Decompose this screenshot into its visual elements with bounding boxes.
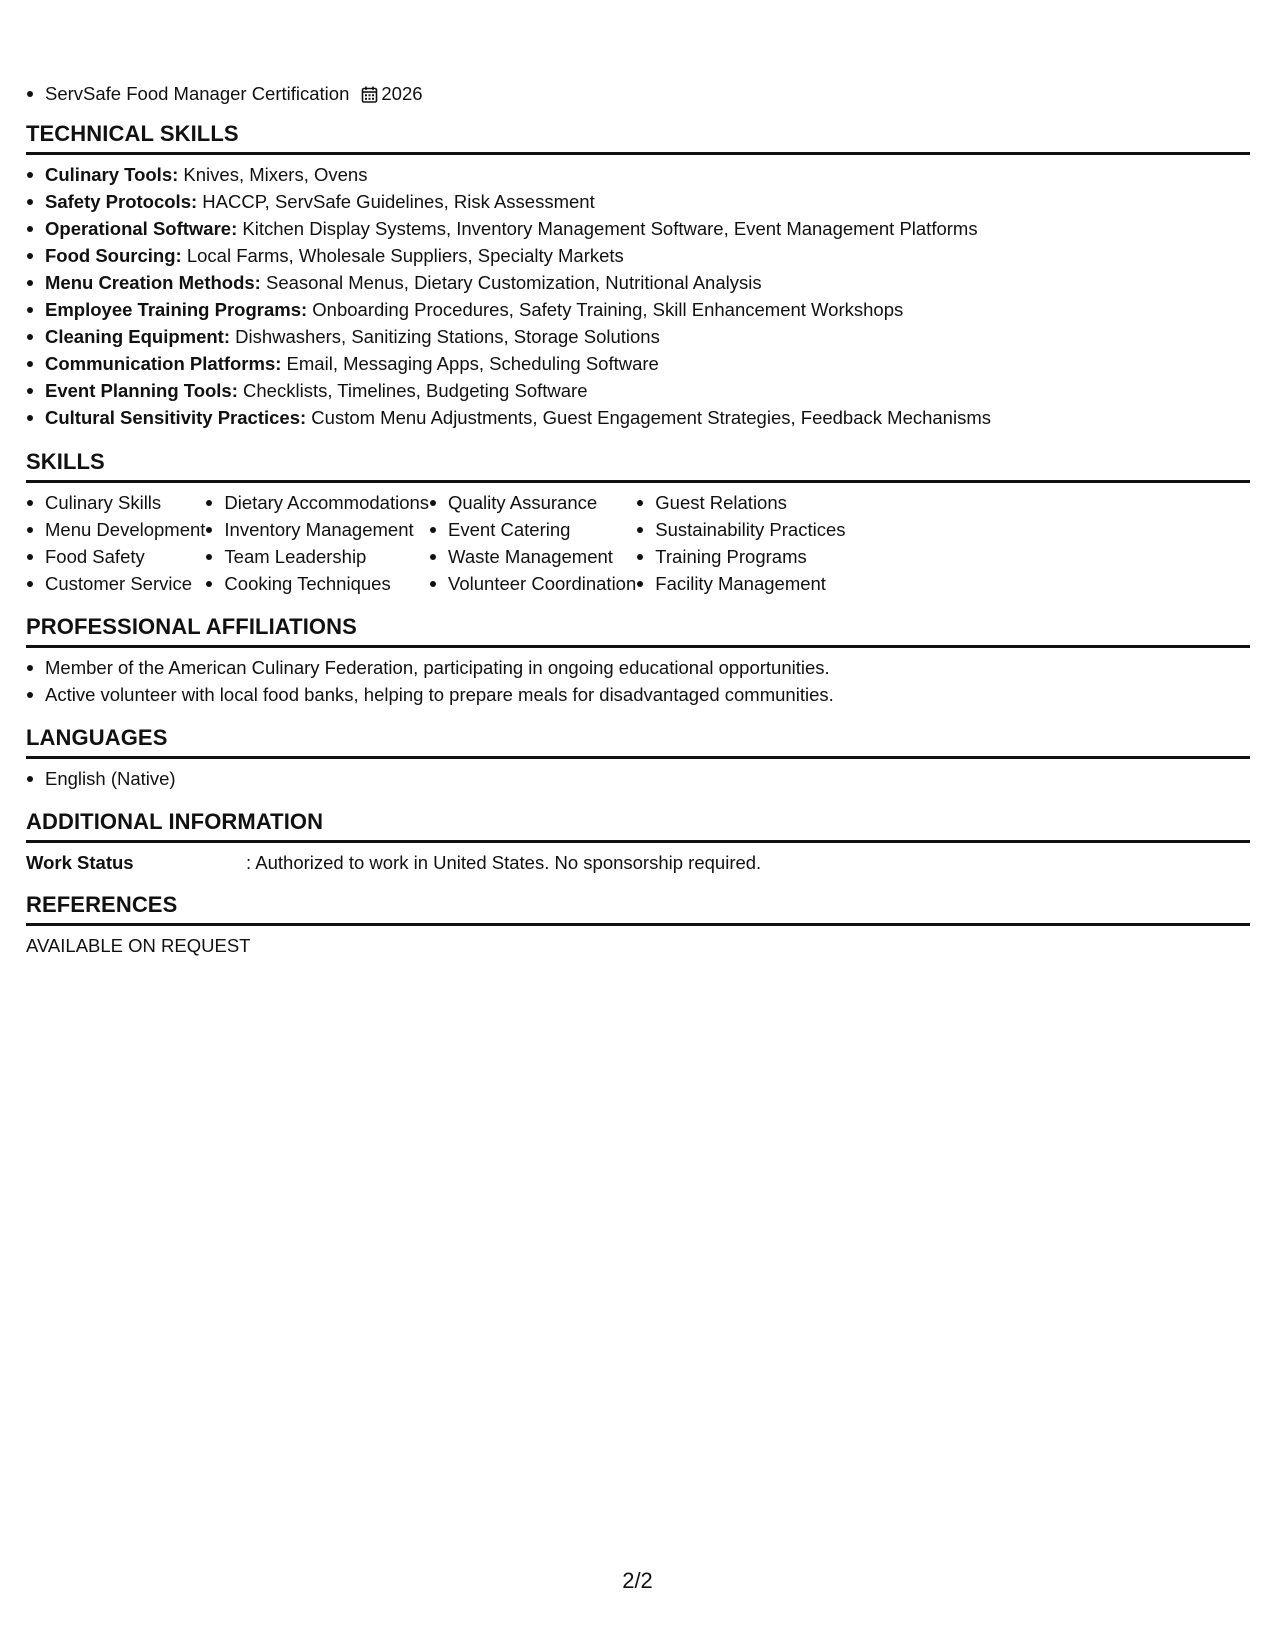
- affiliation-item: Member of the American Culinary Federation, participating in ongoing educational opportunities.: [26, 654, 1250, 681]
- technical-skill-label: Food Sourcing:: [45, 245, 182, 266]
- work-status-value: : Authorized to work in United States. No sponsorship required.: [246, 852, 762, 873]
- technical-skill-label: Operational Software:: [45, 218, 238, 239]
- affiliation-item: Active volunteer with local food banks, helping to prepare meals for disadvantaged communities.: [26, 681, 1250, 708]
- skill-item: Food Safety: [26, 543, 205, 570]
- certification-list: [26, 80, 423, 110]
- skill-item: Menu Development: [26, 516, 205, 543]
- technical-skill-label: Culinary Tools:: [45, 164, 179, 185]
- calendar-icon: [361, 83, 378, 110]
- skills-column: [205, 489, 429, 597]
- skills-column: [636, 489, 845, 597]
- section-title: LANGUAGES: [26, 724, 1250, 759]
- skill-item: Culinary Skills: [26, 489, 205, 516]
- technical-skill-item: [26, 161, 1250, 188]
- technical-skills-section: [26, 120, 1250, 431]
- technical-skill-value: Kitchen Display Systems, Inventory Management Software, Event Management Platforms: [237, 218, 978, 239]
- technical-skill-value: Onboarding Procedures, Safety Training, Skill Enhancement Workshops: [307, 299, 904, 320]
- skills-column: [26, 489, 205, 597]
- certification-year: 2026: [381, 83, 423, 104]
- technical-skill-item: [26, 296, 1250, 323]
- technical-skill-value: Local Farms, Wholesale Suppliers, Specialty Markets: [181, 245, 624, 266]
- technical-skill-item: [26, 323, 1250, 350]
- technical-skill-item: [26, 404, 1250, 431]
- skill-item: Sustainability Practices: [636, 516, 845, 543]
- skill-item: Waste Management: [429, 543, 636, 570]
- section-title: TECHNICAL SKILLS: [26, 120, 1250, 155]
- technical-skill-value: Email, Messaging Apps, Scheduling Software: [281, 353, 659, 374]
- work-status-row: [26, 849, 1250, 876]
- skill-item: Cooking Techniques: [205, 570, 429, 597]
- section-title: PROFESSIONAL AFFILIATIONS: [26, 613, 1250, 648]
- technical-skill-value: Custom Menu Adjustments, Guest Engagement Strategies, Feedback Mechanisms: [306, 407, 991, 428]
- technical-skill-item: [26, 377, 1250, 404]
- technical-skill-value: Checklists, Timelines, Budgeting Software: [237, 380, 588, 401]
- languages-section: [26, 724, 1250, 792]
- work-status-label: Work Status: [26, 852, 134, 873]
- technical-skill-value: Dishwashers, Sanitizing Stations, Storage Solutions: [230, 326, 660, 347]
- skill-item: Volunteer Coordination: [429, 570, 636, 597]
- technical-skill-label: Communication Platforms:: [45, 353, 282, 374]
- languages-list: [26, 765, 1250, 792]
- certification-item: [26, 80, 423, 110]
- page-number: 2/2: [622, 1568, 653, 1593]
- technical-skill-item: [26, 242, 1250, 269]
- section-title: REFERENCES: [26, 891, 1250, 926]
- technical-skill-label: Menu Creation Methods:: [45, 272, 261, 293]
- language-item: English (Native): [26, 765, 1250, 792]
- skill-item: Guest Relations: [636, 489, 845, 516]
- certification-name: ServSafe Food Manager Certification: [45, 83, 350, 104]
- skills-grid: [26, 483, 1250, 597]
- skill-item: Training Programs: [636, 543, 845, 570]
- section-title: ADDITIONAL INFORMATION: [26, 808, 1250, 843]
- technical-skill-item: [26, 215, 1250, 242]
- skill-item: Customer Service: [26, 570, 205, 597]
- references-section: [26, 891, 1250, 959]
- references-text: AVAILABLE ON REQUEST: [26, 935, 251, 956]
- additional-information-section: [26, 808, 1250, 876]
- technical-skill-label: Cleaning Equipment:: [45, 326, 230, 347]
- skill-item: Quality Assurance: [429, 489, 636, 516]
- technical-skill-item: [26, 188, 1250, 215]
- technical-skill-value: Knives, Mixers, Ovens: [178, 164, 368, 185]
- skills-column: [429, 489, 636, 597]
- section-title: SKILLS: [26, 448, 1250, 483]
- technical-skill-value: HACCP, ServSafe Guidelines, Risk Assessment: [197, 191, 595, 212]
- technical-skill-value: Seasonal Menus, Dietary Customization, Nutritional Analysis: [260, 272, 762, 293]
- technical-skill-label: Event Planning Tools:: [45, 380, 238, 401]
- technical-skill-label: Employee Training Programs:: [45, 299, 308, 320]
- skill-item: Facility Management: [636, 570, 845, 597]
- skill-item: Dietary Accommodations: [205, 489, 429, 516]
- technical-skill-label: Safety Protocols:: [45, 191, 198, 212]
- skill-item: Event Catering: [429, 516, 636, 543]
- skill-item: Inventory Management: [205, 516, 429, 543]
- affiliations-list: [26, 654, 1250, 708]
- skill-item: Team Leadership: [205, 543, 429, 570]
- affiliations-section: [26, 613, 1250, 708]
- technical-skill-item: [26, 350, 1250, 377]
- technical-skills-list: [26, 161, 1250, 431]
- skills-section: [26, 448, 1250, 597]
- technical-skill-label: Cultural Sensitivity Practices:: [45, 407, 307, 428]
- technical-skill-item: [26, 269, 1250, 296]
